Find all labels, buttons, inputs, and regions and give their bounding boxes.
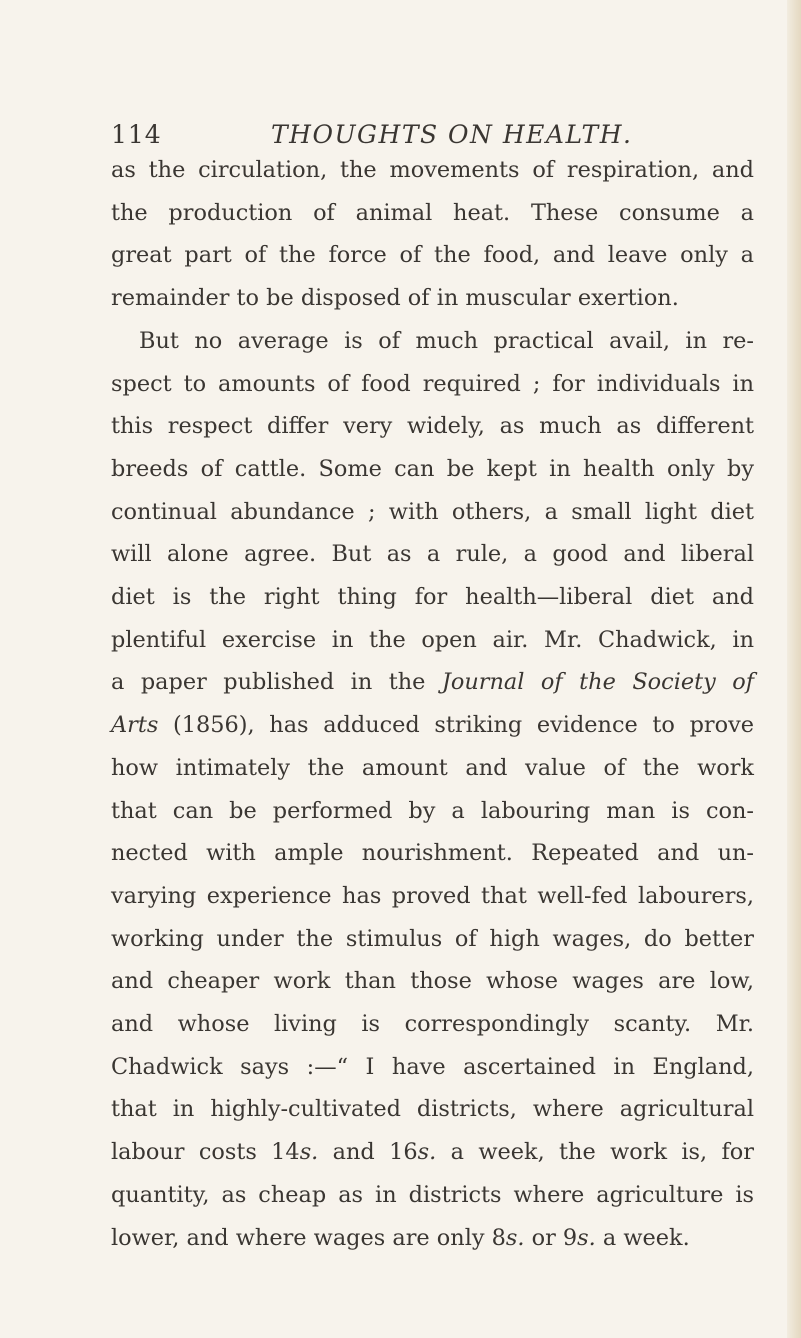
text-line: But no average is of much practical avail, in re- — [139, 327, 754, 354]
text-line: nected with ample nourishment. Repeated and un- — [111, 840, 754, 867]
body-text — [111, 149, 754, 1259]
shillings-abbrev: s. — [417, 1139, 437, 1166]
text-run: lower, and where wages are only 8 — [111, 1224, 506, 1251]
text-line: as the circulation, the movements of respiration, and — [111, 157, 754, 183]
text-run: or 9 — [524, 1224, 578, 1251]
text-line: and cheaper work than those whose wages are low, — [111, 968, 754, 995]
text-run: a paper published in the — [111, 669, 442, 696]
text-line: quantity, as cheap as in districts where agriculture is — [111, 1181, 754, 1208]
shillings-abbrev: s. — [505, 1224, 525, 1251]
text-line — [111, 661, 754, 704]
text-line: will alone agree. But as a rule, a good and liberal — [111, 541, 754, 568]
text-run: labour costs 14 — [111, 1139, 300, 1166]
text-line: that can be performed by a labouring man is con- — [111, 797, 754, 824]
text-line: the production of animal heat. These consume a — [111, 199, 754, 226]
shillings-abbrev: s. — [299, 1139, 319, 1166]
text-line: this respect differ very widely, as much as different — [111, 413, 754, 440]
text-line: varying experience has proved that well-fed labourers, — [111, 882, 754, 909]
text-line: Chadwick says :—“ I have ascertained in England, — [111, 1053, 754, 1080]
text-run: a week. — [595, 1224, 690, 1251]
shillings-abbrev: s. — [577, 1224, 596, 1251]
text-line — [111, 1217, 754, 1260]
text-line: remainder to be disposed of in muscular exertion. — [111, 285, 679, 312]
text-line: great part of the force of the food, and leave only a — [111, 242, 754, 269]
text-line: and whose living is correspondingly scanty. Mr. — [111, 1011, 754, 1038]
text-line: that in highly-cultivated districts, where agricultural — [111, 1096, 754, 1123]
journal-title: Journal of the Society of — [441, 669, 755, 696]
journal-title: Arts — [111, 712, 159, 739]
page-edge — [787, 0, 801, 1338]
text-line: plentiful exercise in the open air. Mr. Chadwick, in — [111, 626, 754, 653]
text-run: (1856), has adduced striking evidence to prove — [158, 712, 754, 739]
text-line: continual abundance ; with others, a small light diet — [111, 498, 754, 525]
text-line — [111, 1131, 754, 1174]
text-line: diet is the right thing for health—liberal diet and — [111, 584, 754, 611]
text-line: spect to amounts of food required ; for individuals in — [111, 370, 754, 397]
text-line: breeds of cattle. Some can be kept in health only by — [111, 455, 754, 482]
text-line: how intimately the amount and value of the work — [111, 754, 754, 781]
page-number: 114 — [111, 120, 162, 149]
text-run: a week, the work is, for — [436, 1139, 754, 1166]
text-run: and 16 — [318, 1139, 418, 1166]
text-line — [111, 704, 754, 747]
text-line: working under the stimulus of high wages, do better — [111, 925, 754, 952]
running-head: THOUGHTS ON HEALTH. — [271, 120, 633, 149]
